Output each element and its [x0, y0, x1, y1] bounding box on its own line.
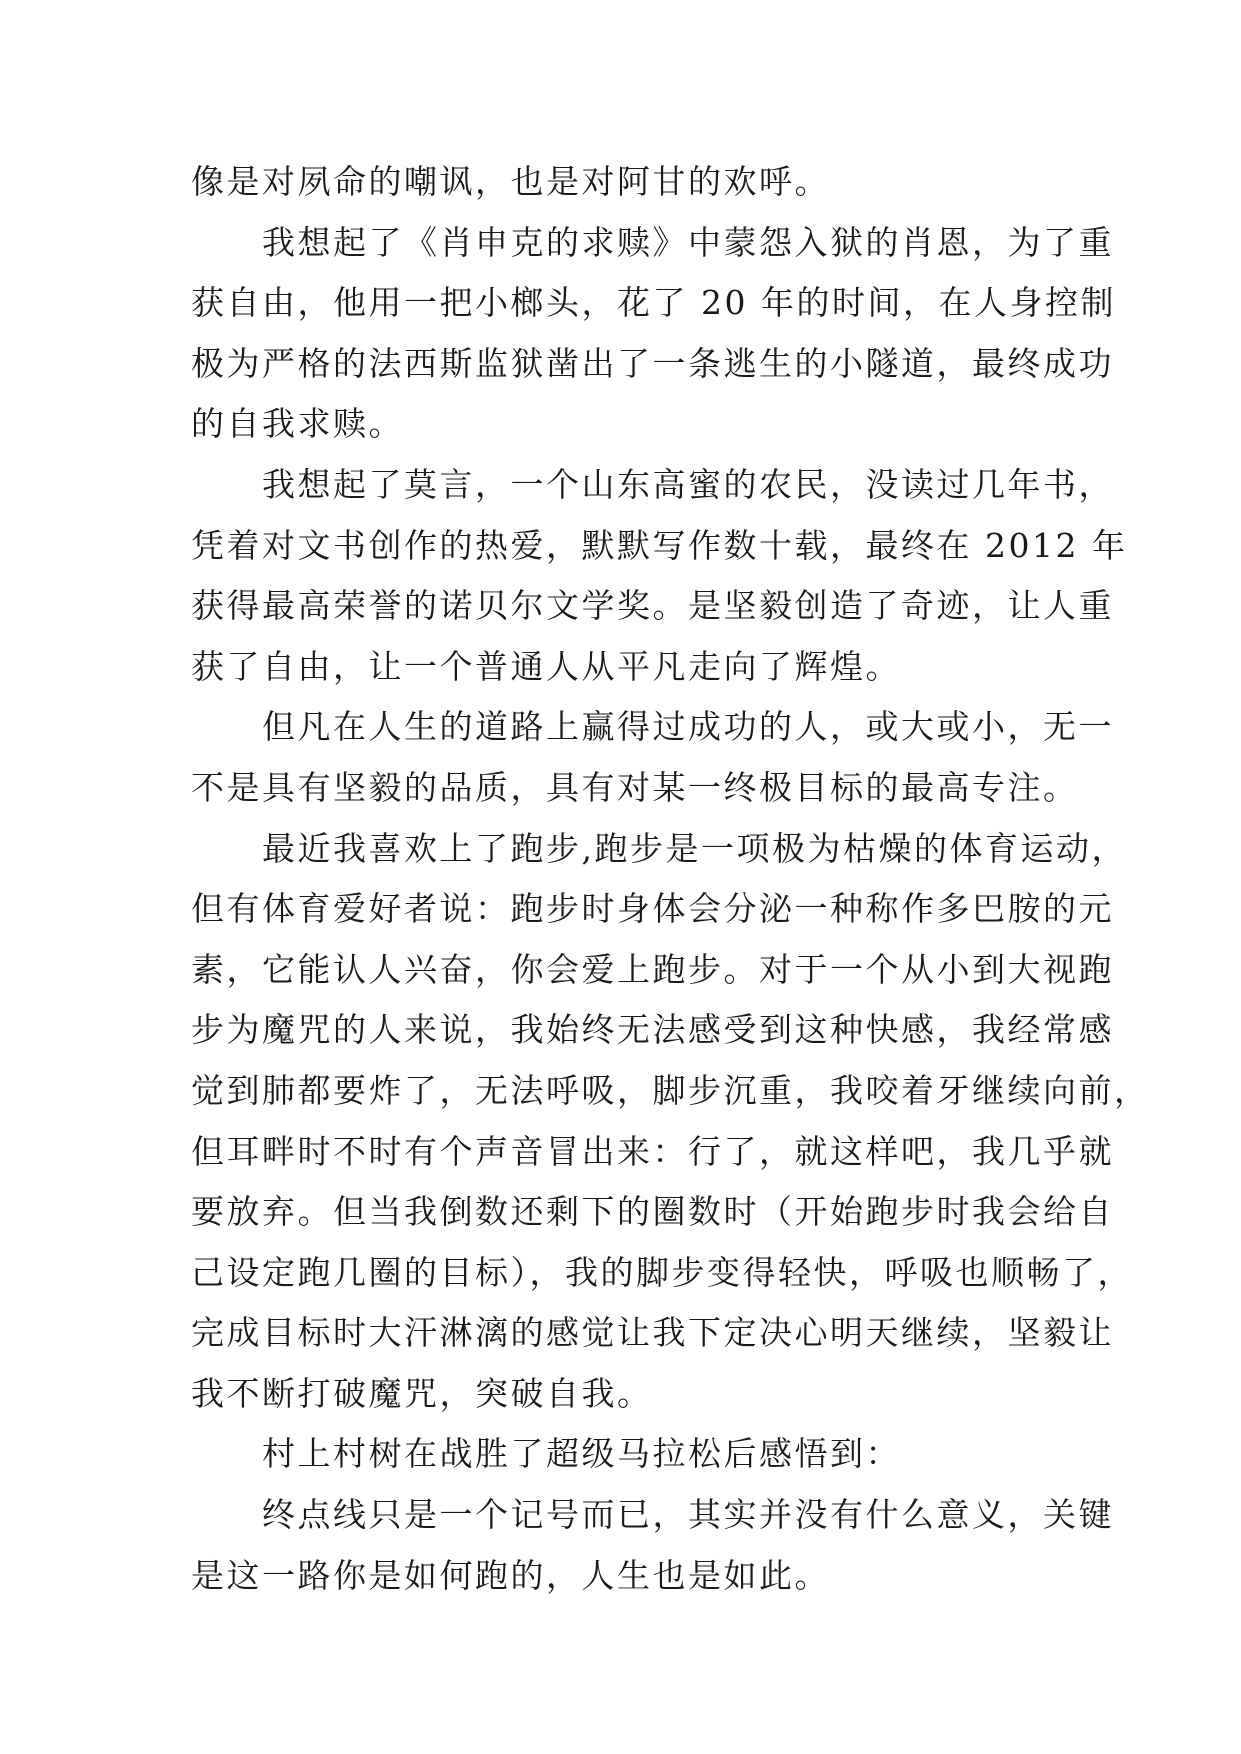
text-line: 村上村树在战胜了超级马拉松后感悟到：	[191, 1434, 901, 1474]
text-line: 但凡在人生的道路上赢得过成功的人，或大或小，无一	[191, 707, 1114, 747]
text-line: 最近我喜欢上了跑步,跑步是一项极为枯燥的体育运动，	[191, 828, 1127, 868]
text-line: 像是对夙命的嘲讽，也是对阿甘的欢呼。	[191, 162, 830, 201]
text-line: 但有体育爱好者说：跑步时身体会分泌一种称作多巴胺的元	[191, 889, 1114, 929]
text-line: 凭着对文书创作的热爱，默默写作数十载，最终在 2012 年	[191, 525, 1128, 565]
text-line: 极为严格的法西斯监狱凿出了一条逃生的小隧道，最终成功	[191, 343, 1114, 383]
text-line: 步为魔咒的人来说，我始终无法感受到这种快感，我经常感	[191, 1010, 1114, 1050]
text-line: 但耳畔时不时有个声音冒出来：行了，就这样吧，我几乎就	[191, 1131, 1114, 1171]
text-line: 己设定跑几圈的目标），我的脚步变得轻快，呼吸也顺畅了，	[191, 1252, 1133, 1292]
text-line: 不是具有坚毅的品质，具有对某一终极目标的最高专注。	[191, 767, 1079, 807]
text-line: 获自由，他用一把小榔头，花了 20 年的时间，在人身控制	[191, 283, 1116, 323]
text-line: 我不断打破魔咒，突破自我。	[191, 1373, 653, 1413]
text-line: 完成目标时大汗淋漓的感觉让我下定决心明天继续，坚毅让	[191, 1313, 1114, 1353]
text-line: 的自我求赎。	[191, 404, 404, 444]
text-line: 是这一路你是如何跑的，人生也是如此。	[191, 1555, 830, 1595]
text-line: 我想起了《肖申克的求赎》中蒙怨入狱的肖恩，为了重	[191, 222, 1114, 262]
text-line: 要放弃。但当我倒数还剩下的圈数时（开始跑步时我会给自	[191, 1192, 1114, 1232]
body-text	[191, 152, 1150, 1606]
text-line: 终点线只是一个记号而已，其实并没有什么意义，关键	[191, 1495, 1114, 1535]
text-line: 获得最高荣誉的诺贝尔文学奖。是坚毅创造了奇迹，让人重	[191, 586, 1114, 626]
text-line: 获了自由，让一个普通人从平凡走向了辉煌。	[191, 646, 901, 686]
text-line: 素，它能认人兴奋，你会爱上跑步。对于一个从小到大视跑	[191, 949, 1114, 989]
text-line: 觉到肺都要炸了，无法呼吸，脚步沉重，我咬着牙继续向前，	[191, 1070, 1150, 1110]
text-line: 我想起了莫言，一个山东高蜜的农民，没读过几年书，	[191, 464, 1114, 504]
